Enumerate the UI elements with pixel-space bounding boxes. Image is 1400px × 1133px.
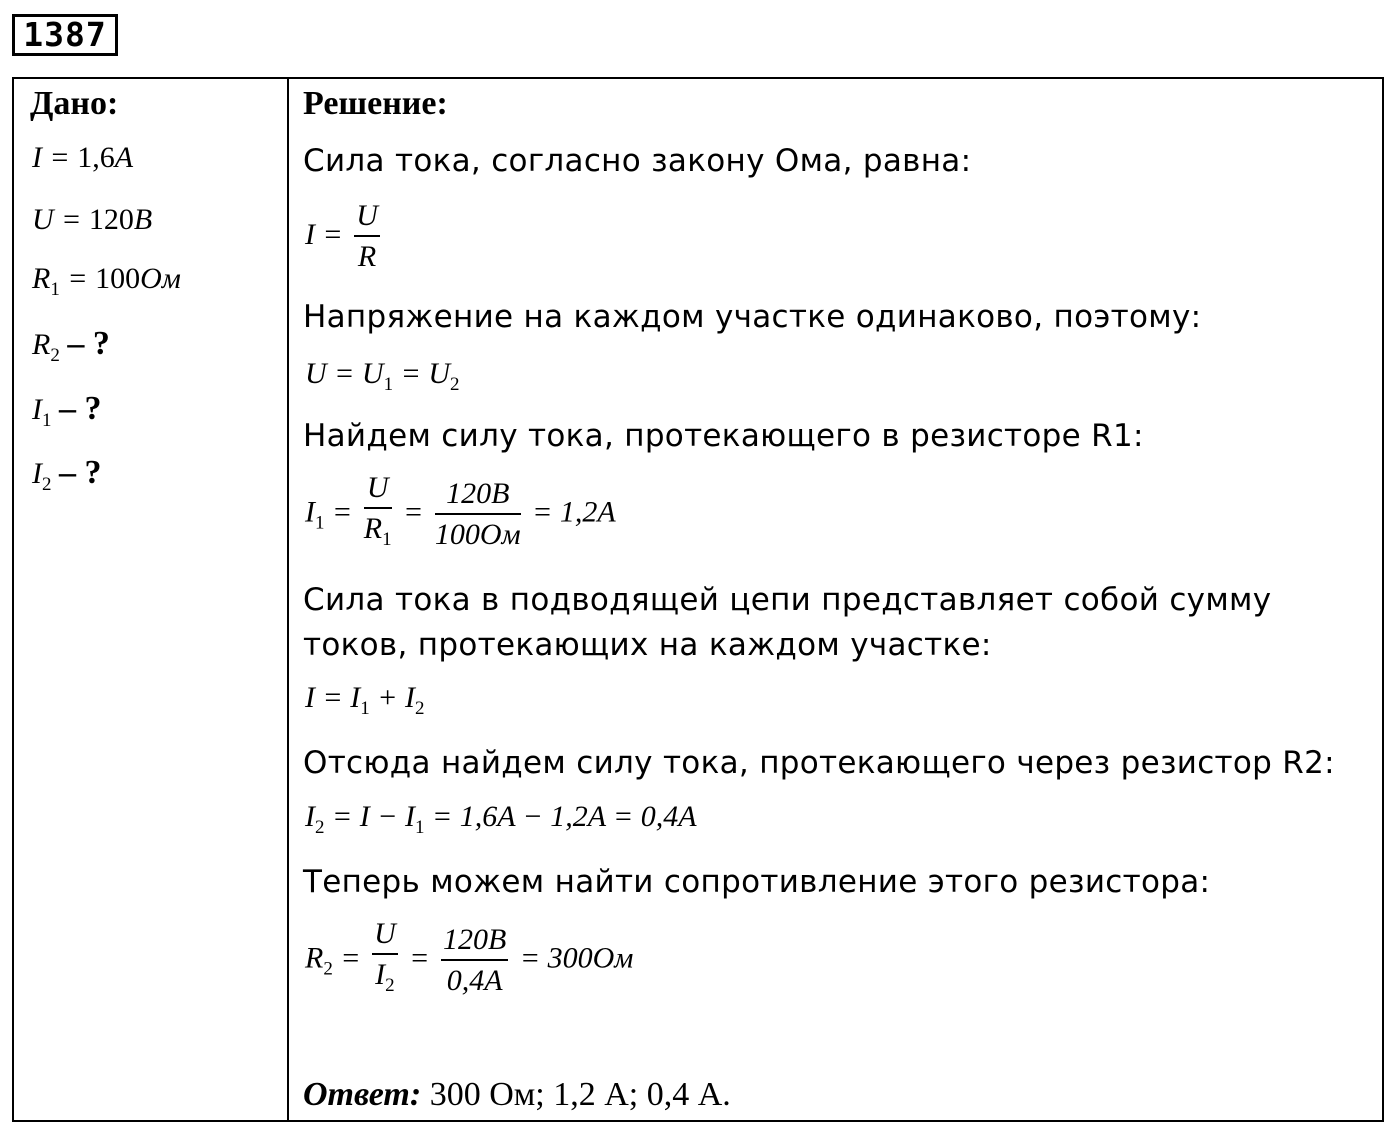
given-r1: $R_1 = 100Ом$ [32, 262, 181, 300]
formula-voltage: $U = U_1 = U_2$ [305, 357, 460, 395]
text-find-r2: Теперь можем найти сопротивление этого резистора: [303, 864, 1211, 900]
problem-number: 1387 [12, 14, 118, 56]
text-equal-voltage: Напряжение на каждом участке одинаково, поэтому: [303, 299, 1202, 335]
answer-text: 300 Ом; 1,2 А; 0,4 А. [429, 1076, 731, 1113]
solution-header: Решение: [303, 85, 448, 122]
given-column [14, 79, 287, 1120]
text-find-i2: Отсюда найдем силу тока, протекающего через резистор R2: [303, 745, 1335, 781]
unknown-i1: $I_1$ – ? [32, 390, 102, 431]
formula-r2: $R_2$ = $\frac{U}{I_2}$ = $\frac{120B}{0,4A}$ = 300Ом [305, 917, 634, 997]
unknown-i2: $I_2$ – ? [32, 454, 102, 495]
solution-table [12, 77, 1384, 1122]
answer-line [303, 1076, 731, 1114]
formula-current-sum: $I = I_1 + I_2$ [305, 681, 425, 719]
text-current-sum-2: токов, протекающих на каждом участке: [303, 627, 992, 663]
unknown-r2: $R_2$ – ? [32, 325, 110, 366]
formula-i1: $I_1$ = $\frac{U}{R_1}$ = $\frac{120B}{100Ом}$ = 1,2A [305, 471, 616, 551]
text-ohms-law: Сила тока, согласно закону Ома, равна: [303, 143, 972, 179]
given-current: I = 1,6A [32, 141, 134, 174]
given-voltage: U = 120B [32, 203, 153, 236]
answer-label: Ответ: [303, 1076, 422, 1113]
text-find-i1: Найдем силу тока, протекающего в резисторе R1: [303, 418, 1144, 454]
solution-column [289, 79, 1382, 1120]
given-header: Дано: [30, 85, 119, 122]
formula-ohms-law: I = $\frac{U}{R}$ [305, 199, 378, 273]
text-current-sum-1: Сила тока в подводящей цепи представляет собой сумму [303, 582, 1272, 618]
formula-i2: $I_2 = I - I_1 = 1,6A - 1,2A = 0,4A$ [305, 800, 697, 838]
